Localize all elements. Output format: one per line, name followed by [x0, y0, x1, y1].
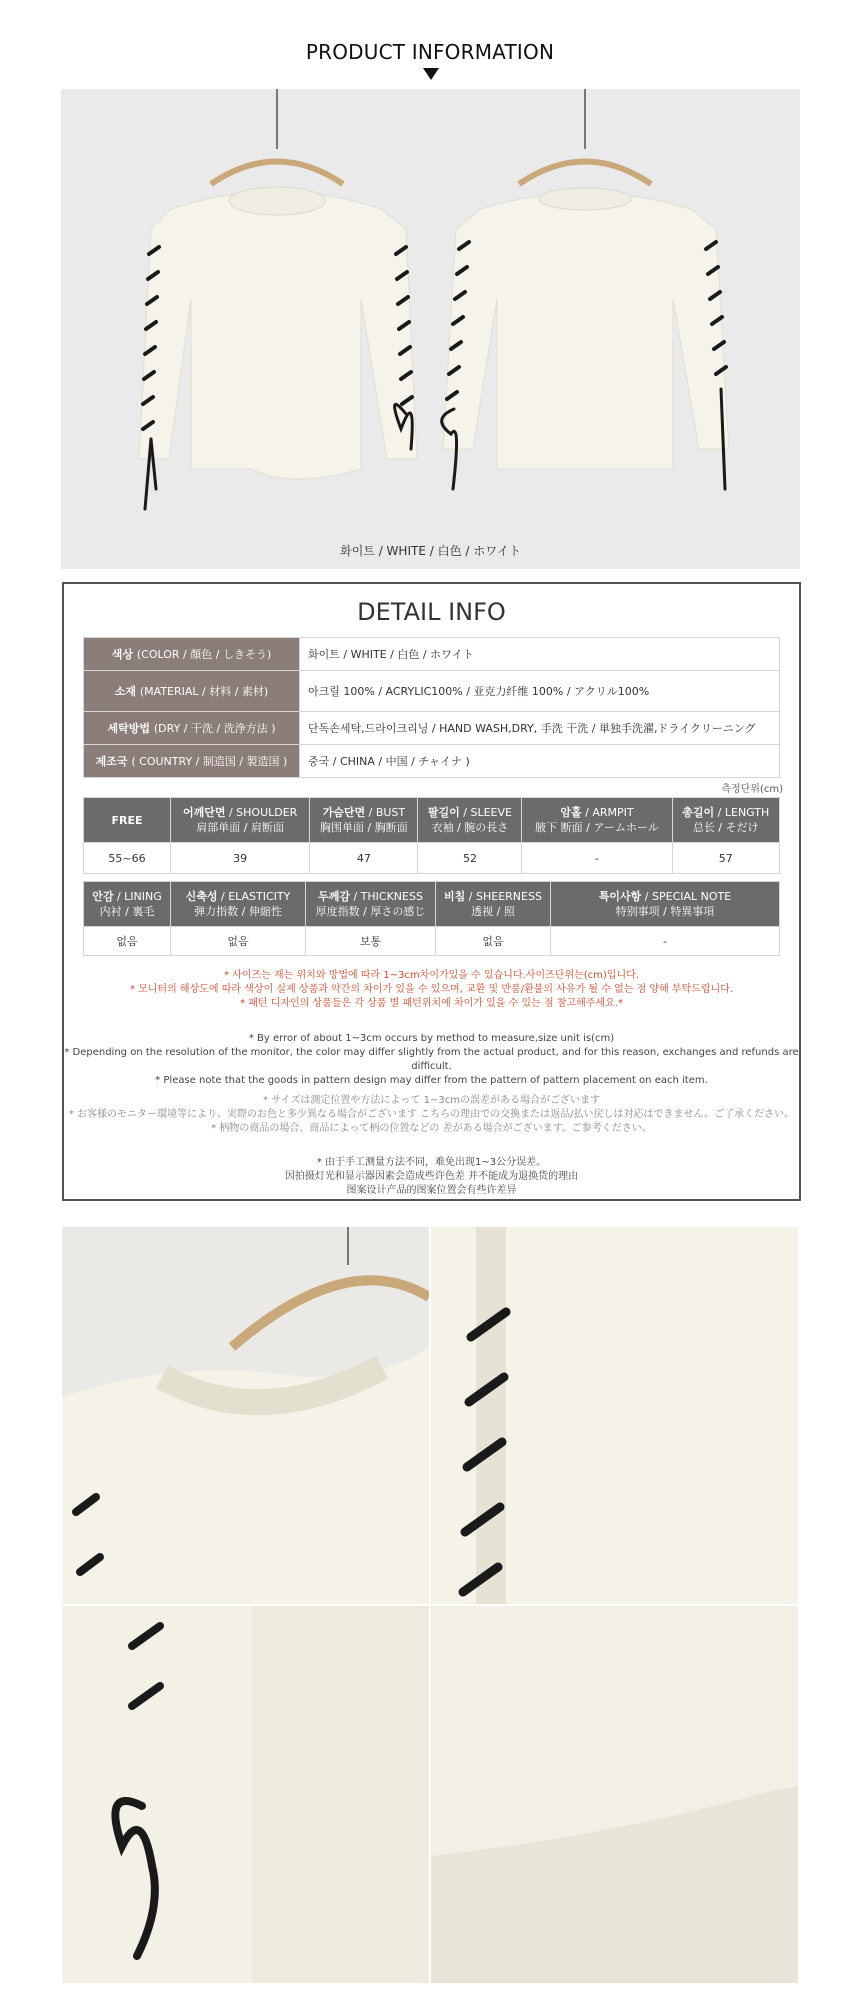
- feature-header-row: [84, 882, 780, 927]
- info-row-wash: [84, 712, 780, 745]
- size-value: 55~66: [84, 843, 171, 874]
- info-row-color: [84, 638, 780, 671]
- feature-value-row: [84, 927, 780, 956]
- feature-value: 없음: [171, 927, 306, 956]
- info-sublabel: (MATERIAL / 材料 / 素材): [139, 685, 269, 698]
- feature-header: 신축성 / ELASTICITY 弹力指数 / 伸縮性: [171, 882, 306, 927]
- size-header: 어깨단면 / SHOULDER 肩部单面 / 肩断面: [171, 798, 310, 843]
- feature-value: 보통: [306, 927, 436, 956]
- size-header: 팔길이 / SLEEVE 衣袖 / 腕の長さ: [418, 798, 522, 843]
- info-value: 아크릴 100% / ACRYLIC100% / 亚克力纤维 100% / アクリル100%: [300, 671, 780, 712]
- size-header: 암홀 / ARMPIT 腋下 断面 / アームホール: [522, 798, 672, 843]
- info-label: 세탁방법: [107, 722, 151, 735]
- size-value: 57: [672, 843, 779, 874]
- cuff-bow-image: [62, 1606, 429, 1983]
- detail-info-title: DETAIL INFO: [357, 598, 506, 626]
- feature-header: 특이사항 / SPECIAL NOTE 特别事项 / 特異事項: [551, 882, 780, 927]
- notes-chinese: [64, 1156, 799, 1198]
- note-line: * お客様のモニター環境等により、実際のお色と多少異なる場合がございます こちらの理由での交換または返品/払い戻しは対応はできません。ご了承ください。: [68, 1109, 795, 1120]
- note-line: * 柄物の商品の場合、商品によって柄の位置などの 差がある場合がございます。ご参考ください。: [211, 1123, 652, 1134]
- product-info-title: PRODUCT INFORMATION: [305, 40, 555, 64]
- note-line: * 모니터의 해상도에 따라 색상이 실제 상품과 약간의 차이가 있을 수 있으며, 교환 및 반품/환불의 사유가 될 수 없는 점 양해 부탁드립니다.: [129, 984, 734, 995]
- info-label: 제조국: [95, 755, 128, 768]
- size-value-row: [84, 843, 780, 874]
- size-value: 47: [310, 843, 418, 874]
- detail-photo-sleeve: [431, 1227, 798, 1604]
- sweater-front-back-illustration: [61, 89, 800, 569]
- note-line: * 由于手工测量方法不同，难免出现1~3公分误差。: [316, 1157, 547, 1168]
- color-caption: 화이트 / WHITE / 白色 / ホワイト: [340, 544, 521, 558]
- detail-photo-cuff: [62, 1606, 429, 1983]
- note-line: 因拍摄灯光和显示器因素会造成些许色差 并不能成为退换货的理由: [284, 1171, 579, 1182]
- size-header: 가슴단면 / BUST 胸围单面 / 胸断面: [310, 798, 418, 843]
- info-value: 화이트 / WHITE / 白色 / ホワイト: [300, 638, 780, 671]
- info-value: 중국 / CHINA / 中国 / チャイナ ): [300, 745, 780, 778]
- size-value: 39: [171, 843, 310, 874]
- size-header: FREE: [84, 798, 171, 843]
- feature-value: 없음: [436, 927, 551, 956]
- info-sublabel: (DRY / 干洗 / 洗浄方法 ): [153, 722, 276, 735]
- info-label: 소재: [114, 685, 137, 698]
- detail-photo-grid: [62, 1227, 798, 1983]
- size-header: 총길이 / LENGTH 总长 / そだけ: [672, 798, 779, 843]
- note-line: * By error of about 1~3cm occurs by method to measure,size unit is(cm): [248, 1033, 615, 1044]
- notes-japanese: [64, 1094, 799, 1136]
- size-table: [83, 797, 780, 874]
- info-sublabel: ( COUNTRY / 制造国 / 製造国 ): [131, 755, 288, 768]
- feature-header: 비침 / SHEERNESS 透视 / 照: [436, 882, 551, 927]
- feature-value: -: [551, 927, 780, 956]
- notes-english: [64, 1032, 799, 1088]
- detail-photo-neckline: [62, 1227, 429, 1604]
- info-sublabel: (COLOR / 顏色 / しきそう): [136, 648, 272, 661]
- note-line: * Depending on the resolution of the monitor, the color may differ slightly from the actual product, and for this reason, exchanges and refunds are difficult.: [64, 1047, 799, 1072]
- hem-detail-image: [431, 1606, 798, 1983]
- feature-table: [83, 881, 780, 956]
- info-row-material: [84, 671, 780, 712]
- detail-photo-hem: [431, 1606, 798, 1983]
- main-product-photo: [61, 89, 800, 569]
- note-line: * 사이즈는 재는 위치와 방법에 따라 1~3cm차이가있을 수 있습니다.사이즈단위는(cm)입니다.: [224, 970, 639, 981]
- info-label: 색상: [111, 648, 134, 661]
- note-line: * 패턴 디자인의 상품들은 각 상품 별 패턴위치에 차이가 있을 수 있는 점 참고해주세요.*: [240, 998, 623, 1009]
- info-value: 단독손세탁,드라이크리닝 / HAND WASH,DRY, 手洗 干洗 / 単独手洗濯,ドライクリーニング: [300, 712, 780, 745]
- neckline-detail-image: [62, 1227, 429, 1604]
- note-line: 图案设计产品的图案位置会有些许差异: [346, 1185, 517, 1196]
- feature-value: 없음: [84, 927, 171, 956]
- size-header-row: [84, 798, 780, 843]
- down-arrow-icon: [423, 68, 439, 80]
- measurement-unit: 측정단위(cm): [721, 784, 783, 795]
- note-line: * サイズは測定位置や方法によって 1~3cmの誤差がある場合がございます: [263, 1095, 600, 1106]
- size-value: 52: [418, 843, 522, 874]
- size-value: -: [522, 843, 672, 874]
- sleeve-lacing-image: [431, 1227, 798, 1604]
- info-row-country: [84, 745, 780, 778]
- feature-header: 안감 / LINING 内衬 / 裏毛: [84, 882, 171, 927]
- feature-header: 두께감 / THICKNESS 厚度指数 / 厚さの感じ: [306, 882, 436, 927]
- product-info-table: [83, 637, 780, 778]
- notes-korean: [64, 969, 799, 1011]
- note-line: * Please note that the goods in pattern design may differ from the pattern of pattern placement on each item.: [155, 1075, 708, 1086]
- detail-info-box: [62, 582, 801, 1201]
